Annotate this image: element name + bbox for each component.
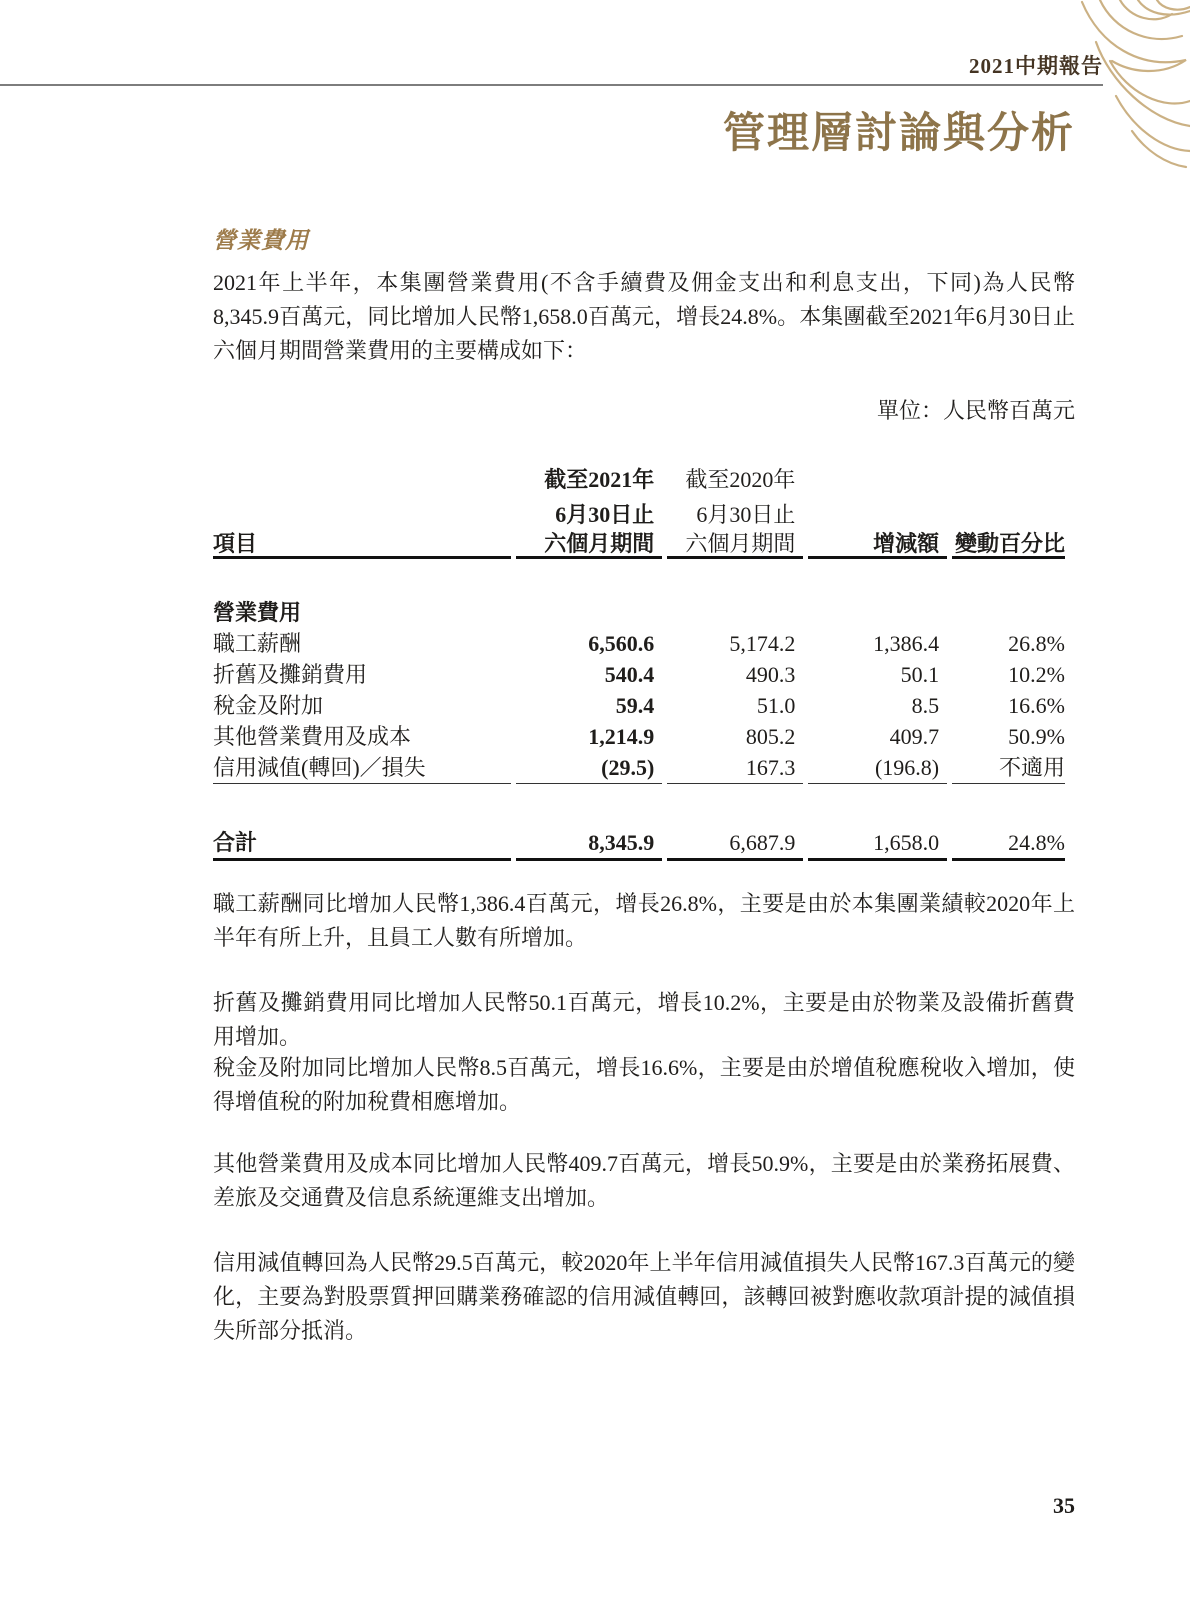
unit-note: 單位：人民幣百萬元 [876, 398, 1075, 423]
table-cell-empty [952, 497, 1065, 532]
col-2020-header-line2: 6月30日止 [696, 502, 796, 527]
wave-ornament-icon [1060, 0, 1190, 175]
table-cell-empty [213, 462, 511, 497]
row-value-2020: 5,174.2 [729, 631, 796, 656]
table-spacer-row [213, 559, 1065, 597]
page-number: 35 [1053, 1493, 1075, 1518]
row-value-2020: 490.3 [745, 662, 796, 687]
total-value-2020: 6,687.9 [667, 827, 803, 861]
table-group-row [213, 597, 1065, 628]
row-value-2020: 51.0 [756, 693, 796, 718]
section-heading: 營業費用 [213, 228, 309, 253]
row-value-2021: (29.5) [516, 752, 663, 784]
item-column-header: 項目 [213, 532, 511, 559]
table-spacer-row [213, 784, 1065, 827]
row-value-2020: 167.3 [667, 752, 803, 784]
body-paragraph: 其他營業費用及成本同比增加人民幣409.7百萬元，增長50.9%，主要是由於業務拓展費、差旅及交通費及信息系統運維支出增加。 [213, 1151, 1075, 1210]
col-2021-header-line1: 截至2021年 [544, 467, 655, 492]
table-cell-empty [213, 784, 1065, 827]
header-divider [0, 84, 1103, 86]
table-cell-empty [213, 497, 511, 532]
row-item-label: 稅金及附加 [213, 693, 324, 718]
total-pct: 24.8% [952, 827, 1065, 861]
total-change: 1,658.0 [808, 827, 947, 861]
group-row-label: 營業費用 [213, 600, 302, 625]
row-change: 1,386.4 [873, 631, 940, 656]
row-pct: 50.9% [1008, 724, 1065, 749]
col-2020-header-line1: 截至2020年 [685, 467, 796, 492]
body-paragraph: 職工薪酬同比增加人民幣1,386.4百萬元，增長26.8%，主要是由於本集團業績較2020年上半年有所上升，且員工人數有所增加。 [213, 891, 1075, 950]
table-cell-empty [808, 462, 947, 497]
report-title: 2021中期報告 [969, 54, 1103, 78]
row-change: 409.7 [889, 724, 940, 749]
table-cell-empty [516, 597, 663, 628]
table-cell-empty [213, 559, 1065, 597]
row-value-2021: 1,214.9 [588, 724, 655, 749]
row-pct: 10.2% [1008, 662, 1065, 687]
table-cell-empty [808, 497, 947, 532]
row-item-label: 信用減值(轉回)／損失 [213, 752, 511, 784]
table-row [213, 690, 1065, 721]
row-pct: 26.8% [1008, 631, 1065, 656]
col-2021-header-line2: 6月30日止 [555, 502, 655, 527]
col-2020-header-line3: 六個月期間 [667, 532, 803, 559]
table-row [213, 659, 1065, 690]
row-item-label: 職工薪酬 [213, 631, 302, 656]
table-cell-empty [808, 597, 947, 628]
table-row [213, 628, 1065, 659]
change-column-header: 增減額 [808, 532, 947, 559]
row-value-2021: 6,560.6 [588, 631, 655, 656]
page-title: 管理層討論與分析 [722, 111, 1075, 157]
table-header-row-3 [213, 532, 1065, 559]
body-paragraph: 稅金及附加同比增加人民幣8.5百萬元，增長16.6%，主要是由於增值稅應稅收入增加，使得增值稅的附加稅費相應增加。 [213, 1055, 1075, 1114]
pct-column-header: 變動百分比 [952, 532, 1065, 559]
row-change: 8.5 [911, 693, 940, 718]
row-item-label: 其他營業費用及成本 [213, 724, 412, 749]
row-pct: 不適用 [952, 752, 1065, 784]
table-cell-empty [952, 462, 1065, 497]
row-change: (196.8) [808, 752, 947, 784]
row-value-2021: 59.4 [615, 693, 655, 718]
intro-paragraph: 2021年上半年，本集團營業費用(不含手續費及佣金支出和利息支出，下同)為人民幣8,345.9百萬元，同比增加人民幣1,658.0百萬元，增長24.8%。本集團截至2021年6月30日止六個月期間營業費用的主要構成如下： [213, 270, 1075, 363]
body-paragraph: 信用減值轉回為人民幣29.5百萬元，較2020年上半年信用減值損失人民幣167.3百萬元的變化，主要為對股票質押回購業務確認的信用減值轉回，該轉回被對應收款項計提的減值損失所部分抵消。 [213, 1250, 1075, 1343]
row-change: 50.1 [900, 662, 940, 687]
table-cell-empty [952, 597, 1065, 628]
row-item-label: 折舊及攤銷費用 [213, 662, 368, 687]
total-label: 合計 [213, 827, 511, 861]
table-header-row-1 [213, 462, 1065, 497]
table-cell-empty [667, 597, 803, 628]
table-total-row [213, 827, 1065, 861]
total-value-2021: 8,345.9 [516, 827, 663, 861]
table-header-row-2 [213, 497, 1065, 532]
row-value-2020: 805.2 [745, 724, 796, 749]
row-pct: 16.6% [1008, 693, 1065, 718]
table-row [213, 721, 1065, 752]
col-2021-header-line3: 六個月期間 [516, 532, 663, 559]
operating-expenses-table [208, 462, 1070, 861]
row-value-2021: 540.4 [604, 662, 655, 687]
body-paragraph: 折舊及攤銷費用同比增加人民幣50.1百萬元，增長10.2%，主要是由於物業及設備折舊費用增加。 [213, 990, 1075, 1049]
table-row [213, 752, 1065, 784]
